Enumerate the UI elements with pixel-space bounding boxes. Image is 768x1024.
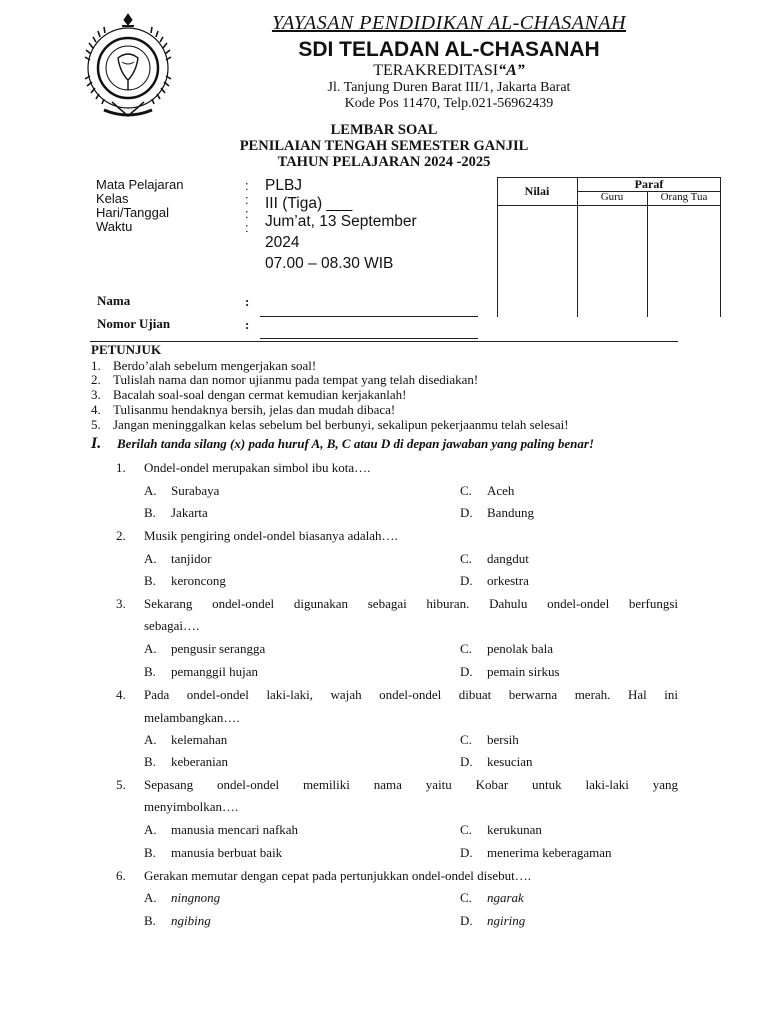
table-border (497, 205, 721, 206)
option-b[interactable]: B. Jakarta (144, 505, 208, 520)
question-text: Musik pengiring ondel-ondel biasanya adalah…. (144, 528, 398, 543)
option-text: bersih (487, 732, 519, 747)
section-number: I. (91, 435, 102, 452)
option-text: Jakarta (171, 505, 208, 520)
option-text: orkestra (487, 573, 529, 588)
instruction-text: Bacalah soal-soal dengan cermat kemudian kerjakanlah! (113, 387, 407, 402)
question-text-continued: melambangkan…. (144, 710, 240, 725)
question-number: 1. (116, 460, 126, 475)
question-text: Pada ondel-ondel laki-laki, wajah ondel-ondel dibuat berwarna merah. Hal ini (144, 687, 678, 702)
label-time: Waktu (96, 219, 133, 234)
option-text: manusia berbuat baik (171, 845, 283, 860)
question-text: Sepasang ondel-ondel memiliki nama yaitu Kobar untuk laki-laki yang (144, 777, 678, 792)
table-border (647, 191, 648, 317)
question-text: Gerakan memutar dengan cepat pada pertunjukkan ondel-ondel disebut…. (144, 868, 531, 883)
date-value-line-2: 2024 (265, 234, 300, 251)
option-a[interactable]: A. manusia mencari nafkah (144, 822, 299, 837)
instruction-text: Berdo’alah sebelum mengerjakan soal! (113, 358, 317, 373)
option-c[interactable]: C. dangdut (460, 551, 529, 566)
school-emblem-icon (82, 10, 174, 120)
date-value-line-1: Jum’at, 13 September (265, 213, 417, 230)
question-number: 5. (116, 777, 126, 792)
option-text: ngiring (487, 913, 526, 928)
accreditation-prefix: TERAKREDITASI (373, 62, 499, 79)
class-value: III (Tiga) ___ (265, 195, 353, 212)
option-d[interactable]: D. Bandung (460, 505, 534, 520)
name-input-line[interactable] (260, 316, 478, 317)
option-c[interactable]: C. kerukunan (460, 822, 542, 837)
signature-header: Paraf (634, 177, 664, 191)
accreditation-grade: “A” (498, 62, 525, 79)
instruction-number: 1. (91, 358, 101, 373)
title-line-3: TAHUN PELAJARAN 2024 -2025 (277, 154, 491, 170)
option-text: keberanian (171, 754, 229, 769)
question-text: Sekarang ondel-ondel digunakan sebagai hiburan. Dahulu ondel-ondel berfungsi (144, 596, 678, 611)
option-b[interactable]: B. keberanian (144, 754, 229, 769)
option-text: Surabaya (171, 483, 220, 498)
school-name: SDI TELADAN AL-CHASANAH (298, 38, 600, 61)
question-number: 2. (116, 528, 126, 543)
question-text: Ondel-ondel merupakan simbol ibu kota…. (144, 460, 371, 475)
instruction-number: 4. (91, 402, 101, 417)
option-a[interactable]: A. tanjidor (144, 551, 212, 566)
colon: : (245, 192, 249, 207)
option-text: ningnong (171, 890, 221, 905)
instruction-number: 5. (91, 417, 101, 432)
option-text: ngarak (487, 890, 524, 905)
option-c[interactable]: C. penolak bala (460, 641, 554, 656)
option-text: dangdut (487, 551, 529, 566)
foundation-name: YAYASAN PENDIDIKAN AL-CHASANAH (271, 12, 627, 34)
colon: : (245, 317, 250, 332)
instruction-item (91, 417, 569, 433)
option-text: tanjidor (171, 551, 212, 566)
option-text: manusia mencari nafkah (171, 822, 299, 837)
score-header: Nilai (524, 184, 550, 198)
option-d[interactable]: D. ngiring (460, 913, 526, 928)
option-d[interactable]: D. kesucian (460, 754, 533, 769)
option-text: penolak bala (487, 641, 554, 656)
colon: : (245, 206, 249, 221)
option-a[interactable]: A. Surabaya (144, 483, 220, 498)
option-text: ngibing (171, 913, 211, 928)
instruction-text: Tulisanmu hendaknya bersih, jelas dan mudah dibaca! (113, 402, 396, 417)
option-b[interactable]: B. ngibing (144, 913, 211, 928)
option-a[interactable]: A. kelemahan (144, 732, 228, 747)
option-c[interactable]: C. ngarak (460, 890, 524, 905)
instruction-item (91, 387, 406, 403)
time-value: 07.00 – 08.30 WIB (265, 255, 394, 272)
teacher-header: Guru (600, 191, 624, 203)
option-d[interactable]: D. pemain sirkus (460, 664, 560, 679)
instruction-text: Jangan meninggalkan kelas sebelum bel berbunyi, sekalipun pekerjaanmu telah selesai! (113, 417, 569, 432)
label-exam-number: Nomor Ujian (97, 316, 171, 331)
question-number: 3. (116, 596, 126, 611)
option-b[interactable]: B. pemanggil hujan (144, 664, 259, 679)
title-line-2: PENILAIAN TENGAH SEMESTER GANJIL (239, 138, 529, 154)
option-text: menerima keberagaman (487, 845, 612, 860)
option-a[interactable]: A. pengusir serangga (144, 641, 266, 656)
colon: : (245, 220, 249, 235)
label-date: Hari/Tanggal (96, 205, 169, 220)
option-a[interactable]: A. ningnong (144, 890, 221, 905)
subject-value: PLBJ (265, 177, 303, 194)
instruction-number: 2. (91, 372, 101, 387)
option-c[interactable]: C. bersih (460, 732, 519, 747)
option-text: keroncong (171, 573, 226, 588)
option-b[interactable]: B. manusia berbuat baik (144, 845, 283, 860)
option-text: Aceh (487, 483, 515, 498)
label-subject: Mata Pelajaran (96, 177, 184, 192)
colon: : (245, 178, 249, 193)
option-text: kelemahan (171, 732, 228, 747)
option-text: pemain sirkus (487, 664, 560, 679)
parent-header: Orang Tua (660, 191, 708, 203)
address-line-1: Jl. Tanjung Duren Barat III/1, Jakarta Barat (327, 80, 571, 95)
colon: : (245, 294, 250, 309)
exam-number-input-line[interactable] (260, 338, 478, 339)
option-c[interactable]: C. Aceh (460, 483, 515, 498)
question-text-continued: menyimbolkan…. (144, 799, 239, 814)
accreditation (210, 62, 688, 80)
option-text: pengusir serangga (171, 641, 266, 656)
question-number: 4. (116, 687, 126, 702)
grade-table (497, 177, 721, 317)
title-line-1: LEMBAR SOAL (330, 122, 438, 138)
question-number: 6. (116, 868, 126, 883)
option-b[interactable]: B. keroncong (144, 573, 226, 588)
question-text-continued: sebagai…. (144, 618, 200, 633)
option-text: pemanggil hujan (171, 664, 259, 679)
divider (90, 341, 678, 342)
option-d[interactable]: D. orkestra (460, 573, 529, 588)
instruction-number: 3. (91, 387, 101, 402)
option-text: kerukunan (487, 822, 542, 837)
address-line-2: Kode Pos 11470, Telp.021-56962439 (344, 96, 554, 111)
option-d[interactable]: D. menerima keberagaman (460, 845, 612, 860)
section-instruction: Berilah tanda silang (x) pada huruf A, B, C atau D di depan jawaban yang paling benar! (117, 436, 595, 451)
instruction-item (91, 402, 395, 418)
label-name: Nama (97, 293, 131, 308)
label-class: Kelas (96, 191, 129, 206)
option-text: kesucian (487, 754, 533, 769)
section-heading (91, 435, 594, 453)
instruction-item (91, 372, 478, 388)
instructions-heading: PETUNJUK (91, 342, 162, 357)
option-text: Bandung (487, 505, 534, 520)
instruction-text: Tulislah nama dan nomor ujianmu pada tempat yang telah disediakan! (113, 372, 479, 387)
